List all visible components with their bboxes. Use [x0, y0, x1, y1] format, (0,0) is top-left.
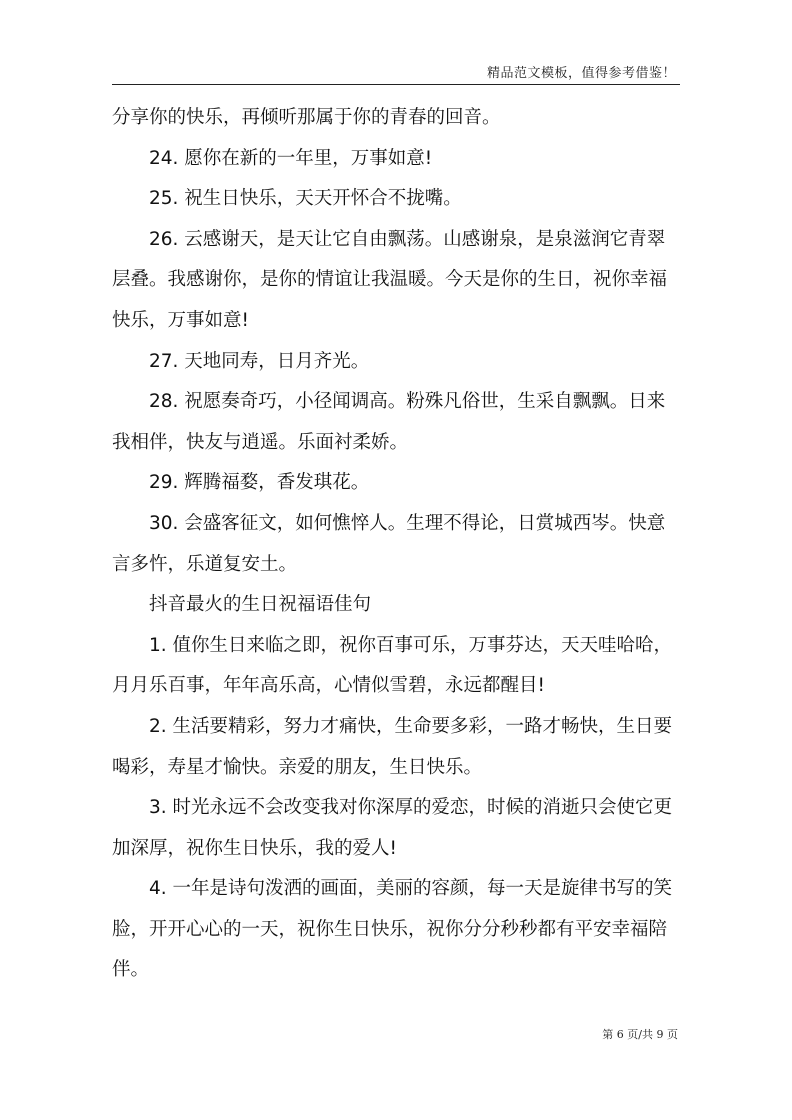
paragraph: 3. 时光永远不会改变我对你深厚的爱恋，时候的消逝只会使它更加深厚，祝你生日快乐，我的爱人! — [112, 797, 673, 859]
paragraph: 29. 辉腾福婺，香发琪花。 — [149, 472, 370, 494]
paragraph: 30. 会盛客征文，如何憔悴人。生理不得论，日赏城西岑。快意言多忤，乐道复安土。 — [112, 512, 666, 575]
section-heading: 抖音最火的生日祝福语佳句 — [149, 594, 372, 616]
paragraph: 26. 云感谢天，是天让它自由飘荡。山感谢泉，是泉滋润它青翠层叠。我感谢你，是你的情谊让我温暖。今天是你的生日，祝你幸福快乐，万事如意! — [112, 228, 668, 331]
document-body — [112, 98, 682, 991]
paragraph: 24. 愿你在新的一年里，万事如意! — [149, 147, 433, 169]
paragraph: 4. 一年是诗句泼洒的画面，美丽的容颜，每一天是旋律书写的笑脸，开开心心的一天，祝你生日快乐，祝你分分秒秒都有平安幸福陪伴。 — [112, 878, 673, 981]
page-header — [112, 56, 680, 85]
paragraph: 1. 值你生日来临之即，祝你百事可乐，万事芬达，天天哇哈哈，月月乐百事，年年高乐高，心情似雪碧，永远都醒目! — [112, 634, 673, 697]
paragraph: 27. 天地同寿，日月齐光。 — [149, 350, 370, 372]
paragraph: 分享你的快乐，再倾听那属于你的青春的回音。 — [112, 107, 501, 128]
paragraph: 25. 祝生日快乐，天天开怀合不拢嘴。 — [149, 188, 462, 210]
paragraph: 2. 生活要精彩，努力才痛快，生命要多彩，一路才畅快，生日要喝彩，寿星才愉快。亲爱的朋友，生日快乐。 — [112, 715, 673, 778]
paragraph: 28. 祝愿奏奇巧，小径闻调高。粉殊凡俗世，生采自飘飘。日来我相伴，快友与逍遥。乐面衬柔娇。 — [112, 391, 666, 453]
page-number: 第 6 页/共 9 页 — [602, 1028, 678, 1041]
header-text: 精品范文模板，值得参考借鉴！ — [486, 66, 676, 81]
